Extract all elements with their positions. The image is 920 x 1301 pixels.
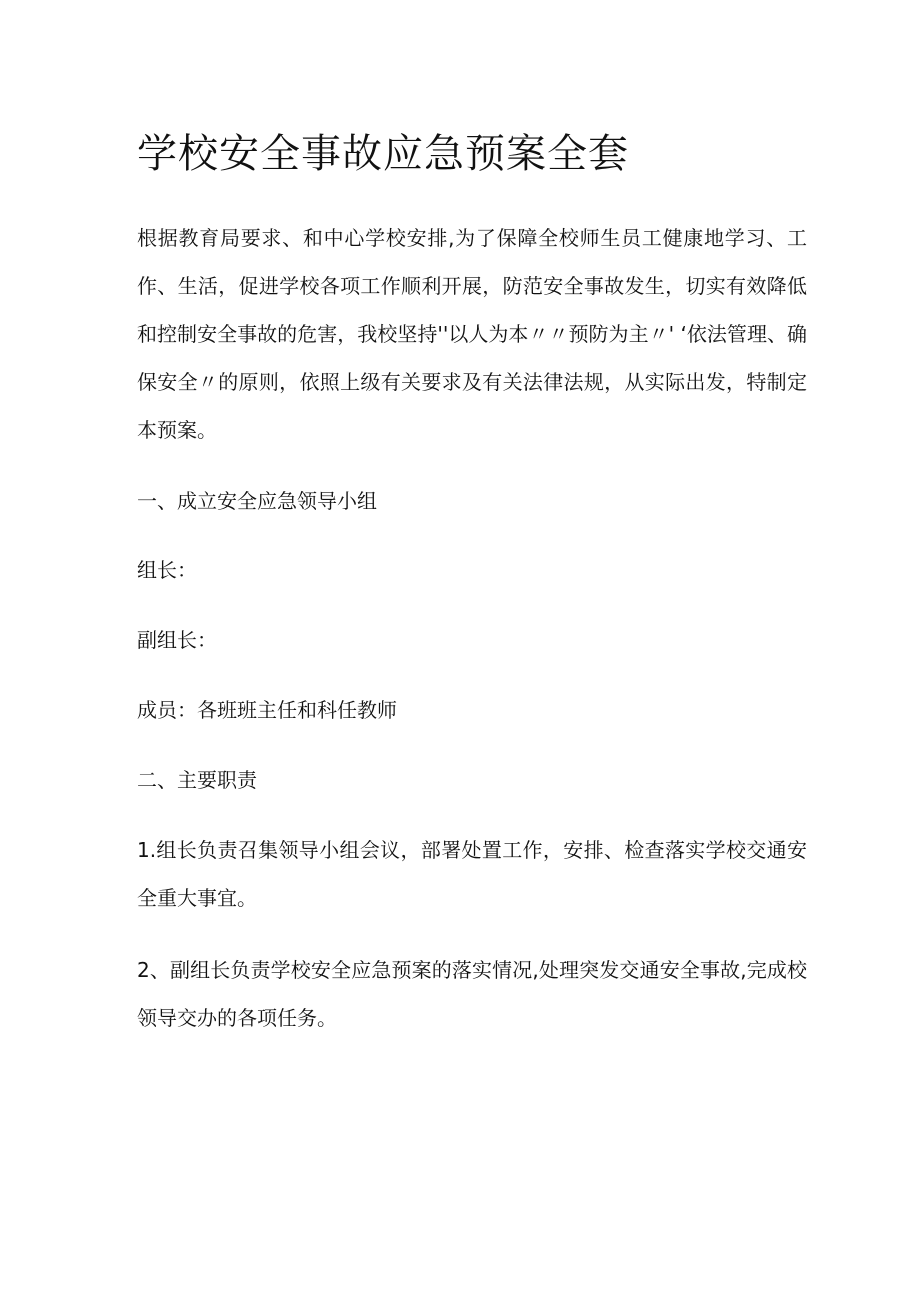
section-1-heading: 一、成立安全应急领导小组 (137, 489, 377, 513)
duty-item-1: 1.组长负责召集领导小组会议，部署处置工作，安排、检查落实学校交通安全重大事宜。 (137, 838, 807, 910)
leader-line: 组长： (137, 558, 197, 582)
intro-paragraph: 根据教育局要求、和中心学校安排,为了保障全校师生员工健康地学习、工作、生活，促进学校各项工作顺利开展，防范安全事故发生，切实有效降低和控制安全事故的危害，我校坚持''以人为本〃〃预防为主〃' ‘依法管理、确保安全〃的原则，依照上级有关要求及有关法律法规，从实际出发，特制定本预案。 (137, 226, 807, 442)
deputy-leader-line: 副组长： (137, 628, 217, 652)
members-line: 成员：各班班主任和科任教师 (137, 698, 397, 722)
section-2-heading: 二、主要职责 (137, 768, 257, 792)
duty-item-2: 2、副组长负责学校安全应急预案的落实情况,处理突发交通安全事故,完成校领导交办的各项任务。 (137, 958, 807, 1030)
document-title: 学校安全事故应急预案全套 (137, 131, 629, 177)
